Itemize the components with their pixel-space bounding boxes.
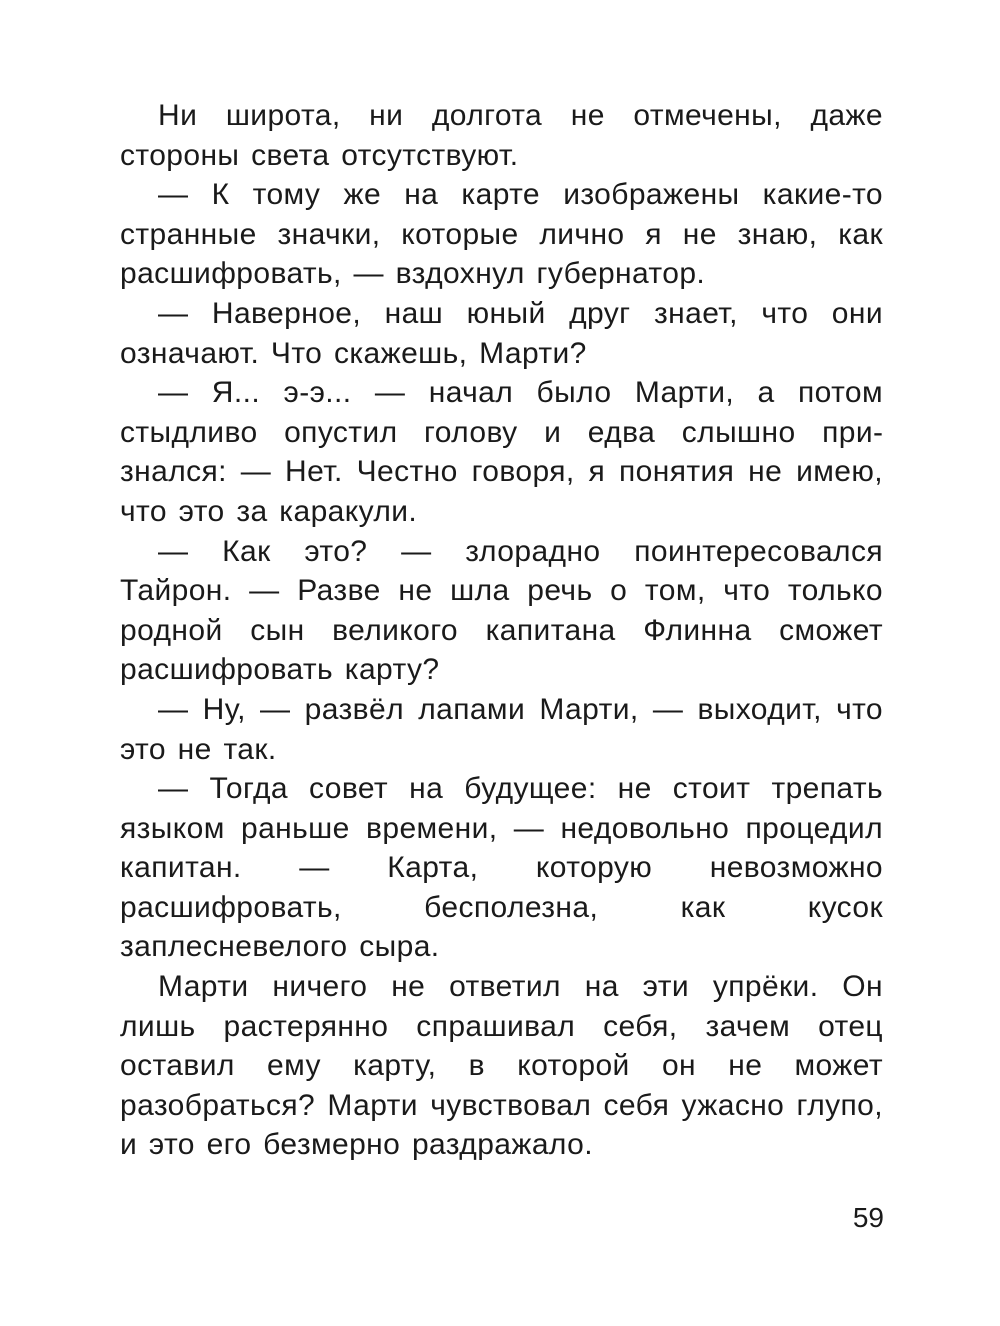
paragraph-7: — Тогда совет на будущее: не стоит трепать языком раньше времени, — недовольно процедил капитан. — Карта, которую невозможно расшифровать, бесполезна, как кусок заплесневелого сыра. (120, 772, 883, 964)
page-number: 59 (852, 1202, 884, 1233)
body-text (120, 96, 883, 1165)
paragraph-3: — Наверное, наш юный друг знает, что они означают. Что скажешь, Марти? (120, 296, 883, 370)
paragraph-1: Ни широта, ни долгота не отмечены, даже стороны света отсутствуют. (120, 99, 883, 172)
paragraph-8: Марти ничего не ответил на эти упрёки. Он лишь растерянно спрашивал себя, зачем отец оставил ему карту, в которой он не может разобраться? Марти чувствовал себя ужасно глупо, и это его безмерно раздражало. (120, 970, 883, 1162)
paragraph-2: — К тому же на карте изображены какие-то странные значки, которые лично я не знаю, как расшифровать, — вздохнул губернатор. (120, 178, 883, 291)
paragraph-5: — Как это? — злорадно поинтересовался Тайрон. — Разве не шла речь о том, что только родной сын великого капитана Флинна сможет расшифровать карту? (120, 534, 883, 687)
paragraph-6: — Ну, — развёл лапами Марти, — выходит, что это не так. (120, 692, 883, 766)
paragraph-4: — Я... э-э... — начал было Марти, а потом стыдливо опустил голову и едва слышно признался: — Нет. Честно говоря, я понятия не имею, что это за каракули. (120, 376, 883, 528)
